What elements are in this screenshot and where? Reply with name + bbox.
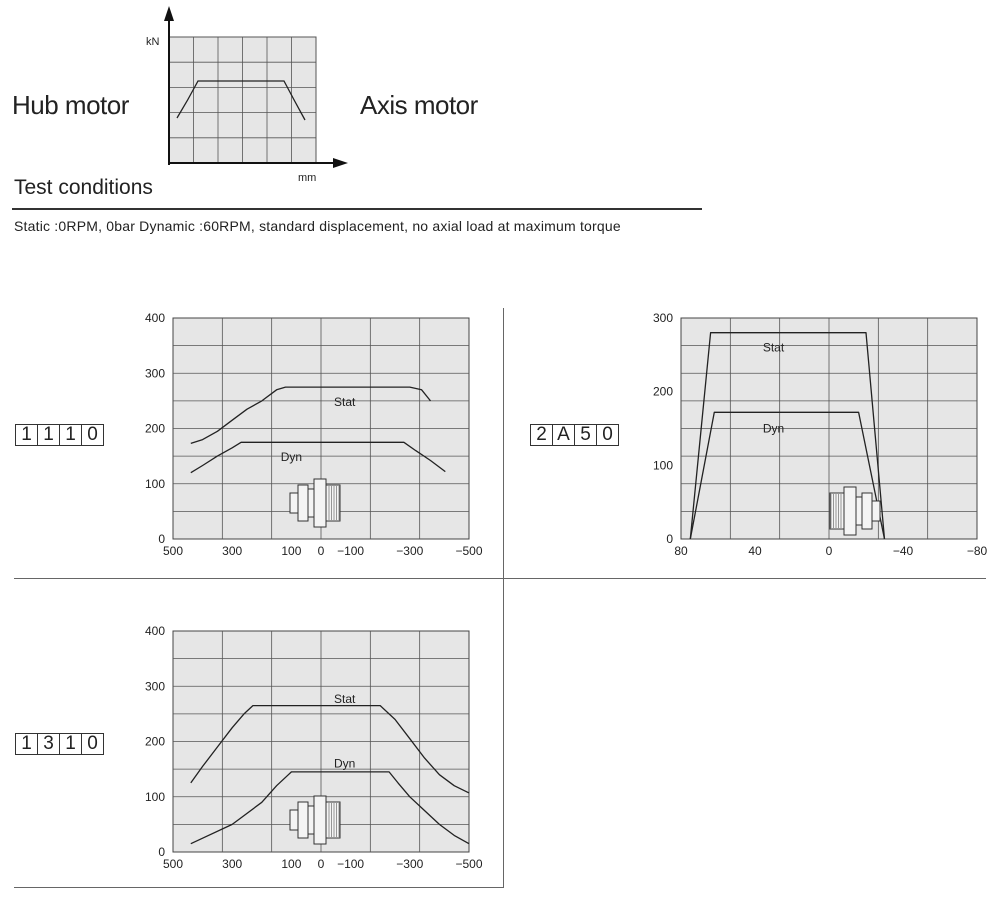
x-tick-label: −100 bbox=[337, 857, 365, 871]
y-tick-label: 400 bbox=[144, 624, 165, 638]
code-digit: 3 bbox=[38, 734, 60, 754]
code-digit: A bbox=[553, 425, 575, 445]
y-tick-label: 100 bbox=[144, 476, 165, 491]
test-conditions-text: Static :0RPM, 0bar Dynamic :60RPM, standard displacement, no axial load at maximum torque bbox=[14, 218, 621, 234]
series-label-stat: Stat bbox=[762, 340, 785, 355]
chart-1310 bbox=[120, 620, 500, 882]
model-code-1310 bbox=[15, 733, 104, 755]
y-tick-label: 300 bbox=[144, 366, 165, 381]
x-tick-label: −80 bbox=[966, 544, 988, 558]
divider-bottom bbox=[14, 887, 503, 888]
series-label-stat: Stat bbox=[334, 394, 356, 409]
code-digit: 1 bbox=[60, 734, 82, 754]
legend-y-unit: kN bbox=[146, 36, 160, 48]
series-label-dyn: Dyn bbox=[762, 421, 785, 436]
y-tick-label: 200 bbox=[144, 421, 165, 436]
code-digit: 0 bbox=[87, 424, 98, 445]
x-tick-label: −500 bbox=[455, 544, 483, 558]
y-tick-label: 100 bbox=[144, 789, 165, 804]
code-digit: 5 bbox=[575, 425, 597, 445]
code-digit: 1 bbox=[60, 425, 82, 445]
x-tick-label: 0 bbox=[317, 857, 325, 871]
series-label-dyn: Dyn bbox=[280, 450, 303, 465]
x-axis-arrowhead-icon bbox=[333, 158, 348, 168]
test-conditions-title: Test conditions bbox=[14, 176, 153, 199]
y-tick-label: 100 bbox=[652, 458, 673, 473]
legend-schematic-chart bbox=[140, 5, 360, 185]
series-label-dyn: Dyn bbox=[334, 756, 356, 771]
x-tick-label: 100 bbox=[281, 544, 302, 558]
axis-motor-label: Axis motor bbox=[360, 90, 478, 120]
y-axis-arrowhead-icon bbox=[164, 6, 174, 21]
motor-diagram-icon bbox=[290, 479, 340, 527]
y-tick-label: 300 bbox=[652, 311, 673, 325]
hub-motor-label: Hub motor bbox=[12, 90, 129, 120]
x-tick-label: 300 bbox=[222, 857, 243, 871]
code-digit: 2 bbox=[531, 425, 553, 445]
x-tick-label: 100 bbox=[281, 857, 302, 871]
divider-vertical bbox=[503, 308, 504, 888]
x-tick-label: 0 bbox=[825, 544, 833, 558]
y-tick-label: 300 bbox=[144, 679, 165, 694]
series-label-stat: Stat bbox=[334, 691, 356, 706]
legend-x-unit: mm bbox=[298, 172, 317, 184]
x-tick-label: 300 bbox=[222, 544, 243, 558]
model-code-2a50 bbox=[530, 424, 619, 446]
code-digit: 0 bbox=[602, 424, 613, 445]
x-tick-label: 0 bbox=[317, 544, 325, 558]
y-tick-label: 200 bbox=[144, 734, 165, 749]
model-code-1110 bbox=[15, 424, 104, 446]
x-tick-label: −100 bbox=[337, 544, 365, 558]
x-tick-label: 40 bbox=[748, 544, 762, 558]
code-digit: 0 bbox=[87, 733, 98, 754]
y-tick-label: 400 bbox=[144, 311, 165, 325]
y-tick-label: 0 bbox=[666, 532, 673, 546]
y-tick-label: 0 bbox=[158, 845, 165, 859]
y-tick-label: 0 bbox=[158, 532, 165, 546]
divider-horizontal bbox=[14, 578, 986, 579]
x-tick-label: 500 bbox=[162, 544, 184, 558]
x-tick-label: −500 bbox=[455, 857, 483, 871]
y-tick-label: 200 bbox=[652, 384, 673, 399]
x-tick-label: −300 bbox=[396, 857, 424, 871]
x-tick-label: 500 bbox=[162, 857, 184, 871]
code-digit: 1 bbox=[16, 734, 38, 754]
motor-diagram-icon bbox=[290, 796, 340, 844]
chart-1110 bbox=[120, 305, 500, 570]
motor-diagram-icon bbox=[830, 487, 880, 535]
code-digit: 1 bbox=[16, 425, 38, 445]
x-tick-label: −40 bbox=[892, 544, 914, 558]
x-tick-label: 80 bbox=[674, 544, 688, 558]
x-tick-label: −300 bbox=[396, 544, 424, 558]
code-digit: 1 bbox=[38, 425, 60, 445]
chart-2a50 bbox=[630, 305, 995, 570]
test-conditions-rule bbox=[12, 208, 702, 210]
